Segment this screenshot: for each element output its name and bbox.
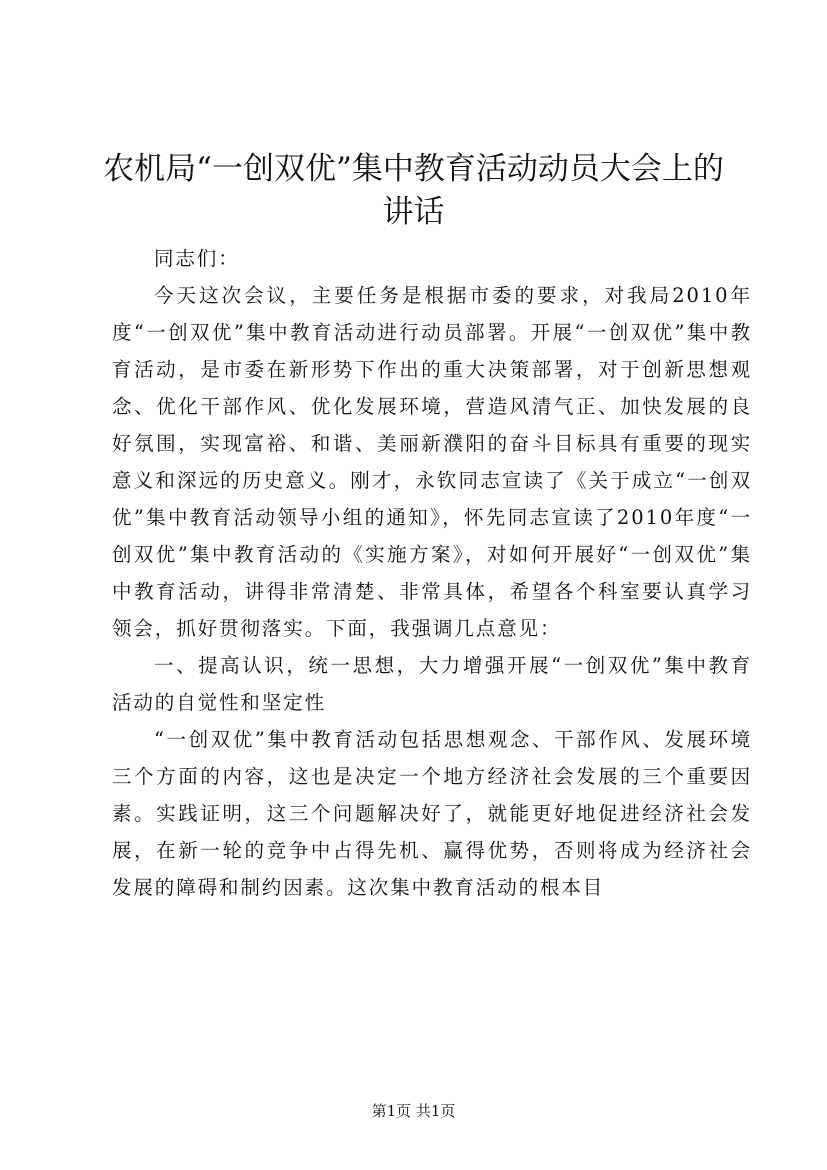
body-paragraph: 今天这次会议，主要任务是根据市委的要求，对我局2010年度“一创双优”集中教育活动进行动员部署。开展“一创双优”集中教育活动，是市委在新形势下作出的重大决策部署，对于创新思想观念、优化干部作风、优化发展环境，营造风清气正、加快发展的良好氛围，实现富裕、和谐、美丽新濮阳的奋斗目标具有重要的现实意义和深远的历史意义。刚才，永钦同志宣读了《关于成立“一创双优”集中教育活动领导小组的通知》，怀先同志宣读了2010年度“一创双优”集中教育活动的《实施方案》，对如何开展好“一创双优”集中教育活动，讲得非常清楚、非常具体，希望各个科室要认真学习领会，抓好贯彻落实。下面，我强调几点意见： [112, 284, 752, 640]
page-footer: 第1页 共1页 [371, 1102, 456, 1120]
salutation: 同志们： [154, 247, 240, 270]
document-title: 农机局“一创双优”集中教育活动动员大会上的讲话 [103, 151, 724, 230]
section-heading: 一、提高认识，统一思想，大力增强开展“一创双优”集中教育活动的自觉性和坚定性 [112, 654, 752, 714]
section-paragraph: “一创双优”集中教育活动包括思想观念、干部作风、发展环境三个方面的内容，这也是决定一个地方经济社会发展的三个重要因素。实践证明，这三个问题解决好了，就能更好地促进经济社会发展，在新一轮的竞争中占得先机、赢得优势，否则将成为经济社会发展的障碍和制约因素。这次集中教育活动的根本目 [112, 728, 752, 899]
document-body [112, 240, 752, 906]
